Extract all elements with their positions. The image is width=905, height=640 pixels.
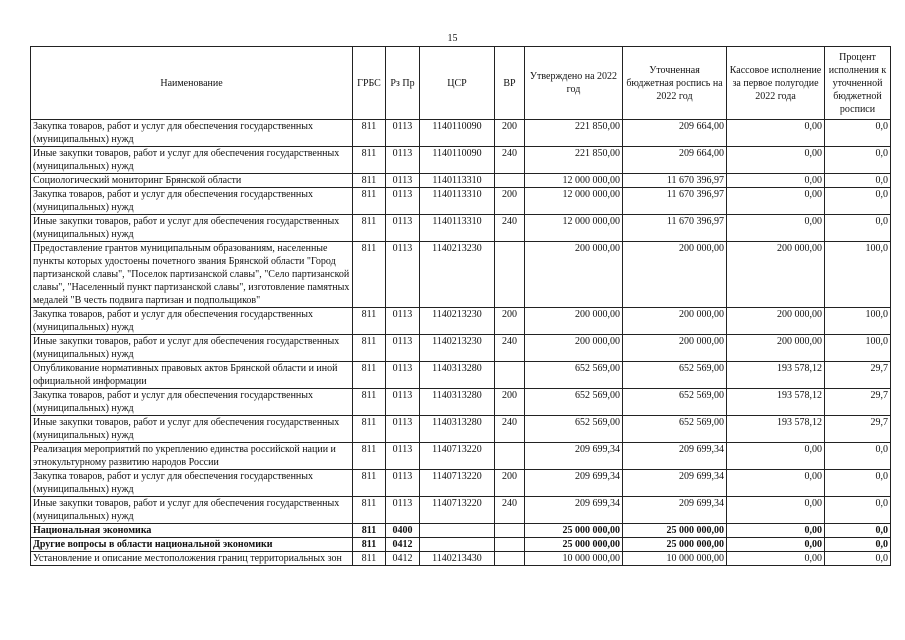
cell-grbs: 811 bbox=[353, 416, 386, 443]
cell-approved: 25 000 000,00 bbox=[525, 524, 623, 538]
budget-execution-table bbox=[30, 46, 891, 566]
cell-rz-pr: 0412 bbox=[386, 538, 420, 552]
cell-csr: 1140113310 bbox=[420, 215, 495, 242]
cell-refined: 209 699,34 bbox=[623, 497, 727, 524]
cell-refined: 11 670 396,97 bbox=[623, 174, 727, 188]
cell-name: Социологический мониторинг Брянской области bbox=[31, 174, 353, 188]
table-row bbox=[31, 174, 891, 188]
cell-refined: 10 000 000,00 bbox=[623, 552, 727, 566]
table-row bbox=[31, 524, 891, 538]
header-percent: Процент исполнения к уточненной бюджетной росписи bbox=[825, 47, 891, 120]
cell-vr bbox=[495, 242, 525, 308]
cell-percent: 0,0 bbox=[825, 188, 891, 215]
cell-percent: 0,0 bbox=[825, 147, 891, 174]
cell-percent: 0,0 bbox=[825, 120, 891, 147]
cell-rz-pr: 0113 bbox=[386, 335, 420, 362]
cell-csr: 1140313280 bbox=[420, 416, 495, 443]
cell-name: Реализация мероприятий по укреплению единства российской нации и этнокультурному развитию народов России bbox=[31, 443, 353, 470]
table-header-row bbox=[31, 47, 891, 120]
cell-rz-pr: 0113 bbox=[386, 416, 420, 443]
cell-rz-pr: 0113 bbox=[386, 174, 420, 188]
cell-grbs: 811 bbox=[353, 120, 386, 147]
cell-vr: 240 bbox=[495, 335, 525, 362]
cell-approved: 221 850,00 bbox=[525, 120, 623, 147]
cell-percent: 100,0 bbox=[825, 335, 891, 362]
cell-cash-execution: 0,00 bbox=[727, 120, 825, 147]
cell-name: Иные закупки товаров, работ и услуг для обеспечения государственных (муниципальных) нужд bbox=[31, 497, 353, 524]
cell-name: Закупка товаров, работ и услуг для обеспечения государственных (муниципальных) нужд bbox=[31, 120, 353, 147]
cell-vr bbox=[495, 174, 525, 188]
cell-grbs: 811 bbox=[353, 362, 386, 389]
cell-csr: 1140213230 bbox=[420, 308, 495, 335]
cell-vr bbox=[495, 362, 525, 389]
table-row bbox=[31, 362, 891, 389]
cell-csr: 1140110090 bbox=[420, 120, 495, 147]
header-rz-pr: Рз Пр bbox=[386, 47, 420, 120]
cell-grbs: 811 bbox=[353, 215, 386, 242]
cell-rz-pr: 0113 bbox=[386, 443, 420, 470]
cell-percent: 29,7 bbox=[825, 389, 891, 416]
cell-rz-pr: 0113 bbox=[386, 308, 420, 335]
table-row bbox=[31, 188, 891, 215]
cell-name: Иные закупки товаров, работ и услуг для обеспечения государственных (муниципальных) нужд bbox=[31, 215, 353, 242]
cell-rz-pr: 0113 bbox=[386, 120, 420, 147]
cell-grbs: 811 bbox=[353, 242, 386, 308]
cell-approved: 200 000,00 bbox=[525, 242, 623, 308]
cell-approved: 652 569,00 bbox=[525, 389, 623, 416]
cell-refined: 652 569,00 bbox=[623, 389, 727, 416]
cell-cash-execution: 193 578,12 bbox=[727, 362, 825, 389]
header-approved: Утверждено на 2022 год bbox=[525, 47, 623, 120]
cell-vr: 200 bbox=[495, 389, 525, 416]
table-row bbox=[31, 215, 891, 242]
cell-percent: 100,0 bbox=[825, 308, 891, 335]
header-refined: Уточненная бюджетная роспись на 2022 год bbox=[623, 47, 727, 120]
table-row bbox=[31, 308, 891, 335]
cell-grbs: 811 bbox=[353, 552, 386, 566]
cell-vr bbox=[495, 524, 525, 538]
cell-refined: 25 000 000,00 bbox=[623, 524, 727, 538]
cell-csr: 1140213230 bbox=[420, 242, 495, 308]
cell-csr: 1140313280 bbox=[420, 362, 495, 389]
cell-cash-execution: 0,00 bbox=[727, 215, 825, 242]
table-row bbox=[31, 497, 891, 524]
cell-cash-execution: 0,00 bbox=[727, 497, 825, 524]
cell-csr: 1140110090 bbox=[420, 147, 495, 174]
cell-rz-pr: 0113 bbox=[386, 497, 420, 524]
cell-percent: 29,7 bbox=[825, 416, 891, 443]
cell-grbs: 811 bbox=[353, 188, 386, 215]
cell-rz-pr: 0113 bbox=[386, 147, 420, 174]
cell-name: Иные закупки товаров, работ и услуг для обеспечения государственных (муниципальных) нужд bbox=[31, 416, 353, 443]
cell-vr: 240 bbox=[495, 147, 525, 174]
cell-refined: 200 000,00 bbox=[623, 308, 727, 335]
cell-rz-pr: 0113 bbox=[386, 188, 420, 215]
cell-approved: 12 000 000,00 bbox=[525, 215, 623, 242]
cell-cash-execution: 193 578,12 bbox=[727, 389, 825, 416]
cell-refined: 11 670 396,97 bbox=[623, 188, 727, 215]
cell-percent: 0,0 bbox=[825, 443, 891, 470]
cell-cash-execution: 200 000,00 bbox=[727, 335, 825, 362]
cell-csr: 1140113310 bbox=[420, 188, 495, 215]
cell-percent: 0,0 bbox=[825, 215, 891, 242]
table-row bbox=[31, 538, 891, 552]
cell-approved: 221 850,00 bbox=[525, 147, 623, 174]
cell-name: Иные закупки товаров, работ и услуг для обеспечения государственных (муниципальных) нужд bbox=[31, 147, 353, 174]
cell-name: Иные закупки товаров, работ и услуг для обеспечения государственных (муниципальных) нужд bbox=[31, 335, 353, 362]
table-row bbox=[31, 389, 891, 416]
cell-refined: 652 569,00 bbox=[623, 362, 727, 389]
cell-refined: 200 000,00 bbox=[623, 335, 727, 362]
cell-rz-pr: 0113 bbox=[386, 389, 420, 416]
table-row bbox=[31, 552, 891, 566]
cell-approved: 12 000 000,00 bbox=[525, 188, 623, 215]
table-row bbox=[31, 335, 891, 362]
cell-grbs: 811 bbox=[353, 470, 386, 497]
table-row bbox=[31, 416, 891, 443]
cell-grbs: 811 bbox=[353, 308, 386, 335]
cell-cash-execution: 0,00 bbox=[727, 552, 825, 566]
cell-name: Национальная экономика bbox=[31, 524, 353, 538]
table-row bbox=[31, 120, 891, 147]
cell-approved: 10 000 000,00 bbox=[525, 552, 623, 566]
cell-csr: 1140313280 bbox=[420, 389, 495, 416]
cell-name: Закупка товаров, работ и услуг для обеспечения государственных (муниципальных) нужд bbox=[31, 470, 353, 497]
cell-grbs: 811 bbox=[353, 538, 386, 552]
cell-grbs: 811 bbox=[353, 443, 386, 470]
cell-rz-pr: 0113 bbox=[386, 362, 420, 389]
cell-approved: 25 000 000,00 bbox=[525, 538, 623, 552]
cell-vr bbox=[495, 443, 525, 470]
cell-cash-execution: 200 000,00 bbox=[727, 242, 825, 308]
cell-rz-pr: 0113 bbox=[386, 470, 420, 497]
header-vr: ВР bbox=[495, 47, 525, 120]
cell-grbs: 811 bbox=[353, 335, 386, 362]
header-cash-execution: Кассовое исполнение за первое полугодие 2022 года bbox=[727, 47, 825, 120]
cell-grbs: 811 bbox=[353, 524, 386, 538]
cell-vr: 200 bbox=[495, 120, 525, 147]
table-row bbox=[31, 470, 891, 497]
cell-rz-pr: 0400 bbox=[386, 524, 420, 538]
cell-approved: 652 569,00 bbox=[525, 362, 623, 389]
page-number: 15 bbox=[447, 33, 458, 44]
cell-approved: 200 000,00 bbox=[525, 335, 623, 362]
cell-refined: 25 000 000,00 bbox=[623, 538, 727, 552]
cell-csr: 1140213430 bbox=[420, 552, 495, 566]
cell-name: Установление и описание местоположения границ территориальных зон bbox=[31, 552, 353, 566]
cell-csr: 1140713220 bbox=[420, 470, 495, 497]
cell-cash-execution: 0,00 bbox=[727, 147, 825, 174]
cell-name: Опубликование нормативных правовых актов Брянской области и иной официальной информации bbox=[31, 362, 353, 389]
cell-cash-execution: 0,00 bbox=[727, 174, 825, 188]
cell-percent: 0,0 bbox=[825, 538, 891, 552]
cell-rz-pr: 0113 bbox=[386, 215, 420, 242]
cell-rz-pr: 0412 bbox=[386, 552, 420, 566]
cell-name: Закупка товаров, работ и услуг для обеспечения государственных (муниципальных) нужд bbox=[31, 389, 353, 416]
cell-percent: 0,0 bbox=[825, 552, 891, 566]
header-csr: ЦСР bbox=[420, 47, 495, 120]
cell-refined: 209 699,34 bbox=[623, 470, 727, 497]
cell-vr bbox=[495, 538, 525, 552]
cell-vr: 200 bbox=[495, 308, 525, 335]
cell-csr bbox=[420, 538, 495, 552]
cell-name: Закупка товаров, работ и услуг для обеспечения государственных (муниципальных) нужд bbox=[31, 308, 353, 335]
cell-csr: 1140713220 bbox=[420, 497, 495, 524]
cell-name: Предоставление грантов муниципальным образованиям, населенные пункты которых удостоены почетного звания Брянской области "Город партизанской славы", "Поселок партизанской славы", "Село партизанской славы", "Населенный пункт партизанской славы", изготовление памятных медалей "В честь подвига партизан и подпольщиков" bbox=[31, 242, 353, 308]
cell-vr: 240 bbox=[495, 497, 525, 524]
cell-percent: 0,0 bbox=[825, 470, 891, 497]
cell-vr bbox=[495, 552, 525, 566]
cell-name: Закупка товаров, работ и услуг для обеспечения государственных (муниципальных) нужд bbox=[31, 188, 353, 215]
cell-csr: 1140713220 bbox=[420, 443, 495, 470]
cell-csr: 1140213230 bbox=[420, 335, 495, 362]
cell-rz-pr: 0113 bbox=[386, 242, 420, 308]
cell-cash-execution: 0,00 bbox=[727, 524, 825, 538]
cell-approved: 209 699,34 bbox=[525, 497, 623, 524]
cell-refined: 11 670 396,97 bbox=[623, 215, 727, 242]
cell-grbs: 811 bbox=[353, 389, 386, 416]
cell-cash-execution: 0,00 bbox=[727, 470, 825, 497]
cell-cash-execution: 0,00 bbox=[727, 188, 825, 215]
cell-refined: 652 569,00 bbox=[623, 416, 727, 443]
cell-refined: 209 664,00 bbox=[623, 147, 727, 174]
cell-grbs: 811 bbox=[353, 147, 386, 174]
cell-refined: 209 664,00 bbox=[623, 120, 727, 147]
table-row bbox=[31, 443, 891, 470]
cell-refined: 209 699,34 bbox=[623, 443, 727, 470]
table-row bbox=[31, 242, 891, 308]
cell-grbs: 811 bbox=[353, 174, 386, 188]
cell-percent: 29,7 bbox=[825, 362, 891, 389]
cell-cash-execution: 0,00 bbox=[727, 443, 825, 470]
cell-refined: 200 000,00 bbox=[623, 242, 727, 308]
cell-approved: 209 699,34 bbox=[525, 470, 623, 497]
cell-percent: 0,0 bbox=[825, 497, 891, 524]
cell-cash-execution: 0,00 bbox=[727, 538, 825, 552]
cell-vr: 200 bbox=[495, 188, 525, 215]
table-row bbox=[31, 147, 891, 174]
cell-approved: 209 699,34 bbox=[525, 443, 623, 470]
cell-percent: 0,0 bbox=[825, 524, 891, 538]
cell-percent: 100,0 bbox=[825, 242, 891, 308]
cell-csr bbox=[420, 524, 495, 538]
cell-vr: 200 bbox=[495, 470, 525, 497]
cell-approved: 12 000 000,00 bbox=[525, 174, 623, 188]
cell-name: Другие вопросы в области национальной экономики bbox=[31, 538, 353, 552]
cell-percent: 0,0 bbox=[825, 174, 891, 188]
cell-vr: 240 bbox=[495, 215, 525, 242]
cell-csr: 1140113310 bbox=[420, 174, 495, 188]
header-grbs: ГРБС bbox=[353, 47, 386, 120]
cell-grbs: 811 bbox=[353, 497, 386, 524]
header-name: Наименование bbox=[31, 47, 353, 120]
cell-approved: 200 000,00 bbox=[525, 308, 623, 335]
cell-cash-execution: 193 578,12 bbox=[727, 416, 825, 443]
cell-approved: 652 569,00 bbox=[525, 416, 623, 443]
table-body bbox=[31, 120, 891, 566]
cell-cash-execution: 200 000,00 bbox=[727, 308, 825, 335]
cell-vr: 240 bbox=[495, 416, 525, 443]
